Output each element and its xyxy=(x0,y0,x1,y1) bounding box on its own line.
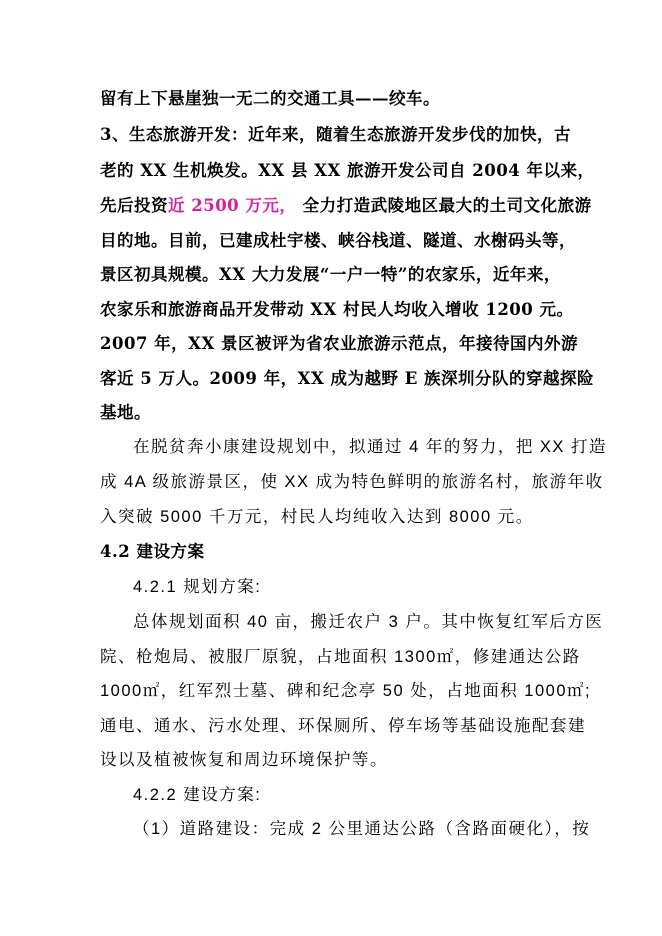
subsection-body-line: 设以及植被恢复和周边环境保护等。 xyxy=(100,751,388,769)
paragraph-line: 基地。 xyxy=(100,403,151,422)
paragraph-line: 留有上下悬崖独一无二的交通工具——绞车。 xyxy=(100,89,440,108)
investment-prefix: 先后投资 xyxy=(100,196,168,215)
paragraph-line: 目的地。目前，已建成杜宇楼、峡谷栈道、隧道、水榭码头等， xyxy=(100,231,576,250)
subsection-body-line: 1000㎡，红军烈士墓、碑和纪念亭 50 处，占地面积 1000㎡; xyxy=(100,682,592,700)
investment-highlight: 近 2500 万元， xyxy=(168,196,297,215)
subsection-body-line: 院、枪炮局、被服厂原貌，占地面积 1300㎡，修建通达公路 xyxy=(100,648,581,666)
plan-line: 入突破 5000 千万元，村民人均纯收入达到 8000 元。 xyxy=(100,508,534,526)
subsection-body-line: 总体规划面积 40 亩，搬迁农户 3 户。其中恢复红军后方医 xyxy=(133,613,604,631)
plan-line: 成 4A 级旅游景区，使 XX 成为特色鲜明的旅游名村，旅游年收 xyxy=(100,473,604,491)
section-heading: 4.2 建设方案 xyxy=(100,542,205,561)
investment-rest: 全力打造武陵地区最大的土司文化旅游 xyxy=(302,196,592,215)
paragraph-line: 老的 XX 生机焕发。XX 县 XX 旅游开发公司自 2004 年以来， xyxy=(100,161,595,180)
subsection-title: 4.2.1 规划方案: xyxy=(133,578,262,596)
paragraph-line: 农家乐和旅游商品开发带动 XX 村民人均收入增收 1200 元。 xyxy=(100,300,574,319)
subsection-body-line: （1）道路建设：完成 2 公里通达公路（含路面硬化），按 xyxy=(133,820,591,838)
subsection-title: 4.2.2 建设方案: xyxy=(133,786,262,804)
paragraph-line: 景区初具规模。XX 大力发展“一户一特”的农家乐，近年来， xyxy=(100,265,561,284)
plan-line: 在脱贫奔小康建设规划中，拟通过 4 年的努力，把 XX 打造 xyxy=(133,438,608,456)
paragraph-line: 2007 年，XX 景区被评为省农业旅游示范点，年接待国内外游 xyxy=(100,334,579,353)
paragraph-line: 3、生态旅游开发：近年来，随着生态旅游开发步伐的加快，古 xyxy=(100,125,571,144)
investment-line xyxy=(100,195,592,217)
paragraph-line: 客近 5 万人。2009 年，XX 成为越野 E 族深圳分队的穿越探险 xyxy=(100,369,595,388)
subsection-body-line: 通电、通水、污水处理、环保厕所、停车场等基础设施配套建 xyxy=(100,717,586,735)
